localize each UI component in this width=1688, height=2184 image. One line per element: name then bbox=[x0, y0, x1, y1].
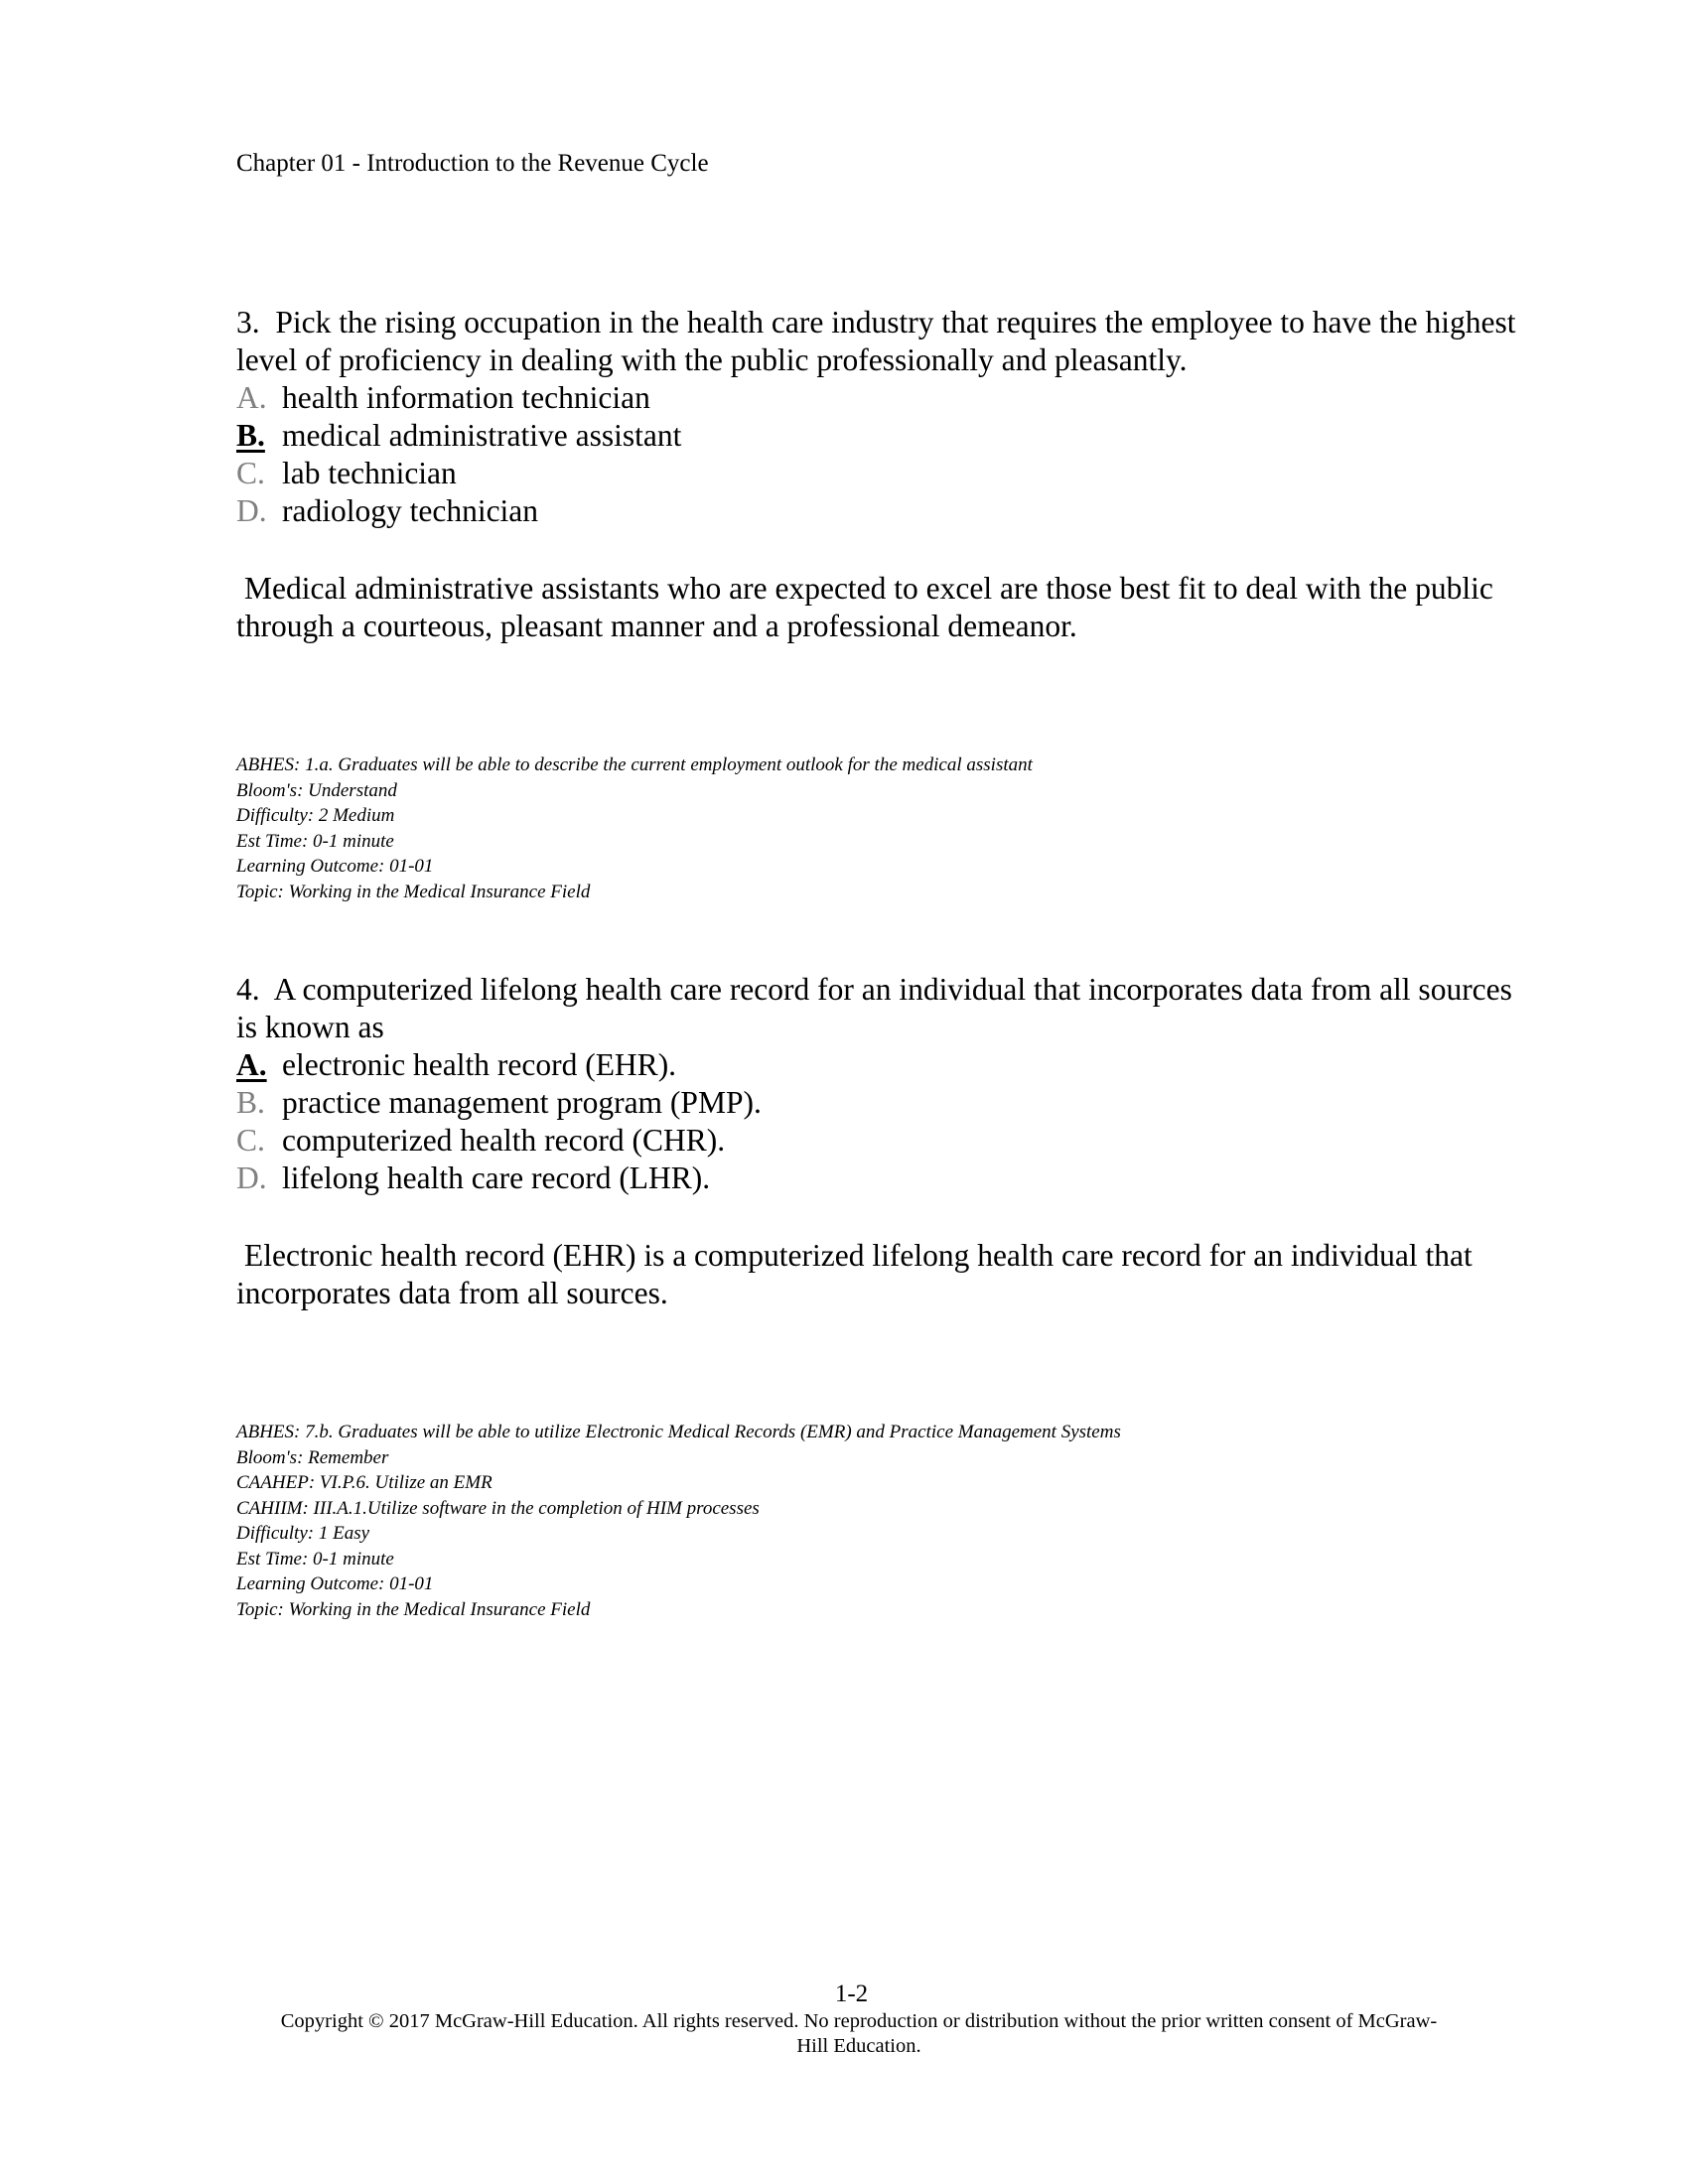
meta-topic: Topic: Working in the Medical Insurance Field bbox=[236, 1598, 591, 1620]
option-text: practice management program (PMP). bbox=[282, 1085, 762, 1120]
meta-blooms: Bloom's: Understand bbox=[236, 779, 397, 801]
meta-blooms: Bloom's: Remember bbox=[236, 1446, 389, 1468]
option-c bbox=[236, 455, 1527, 492]
option-letter: C. bbox=[236, 1123, 265, 1158]
answer-explanation: Electronic health record (EHR) is a computerized lifelong health care record for an individual that incorporates data from all sources. bbox=[236, 1238, 1473, 1310]
meta-abhes: ABHES: 1.a. Graduates will be able to describe the current employment outlook for the medical assistant bbox=[236, 754, 1033, 775]
option-b bbox=[236, 1084, 1527, 1122]
question-stem bbox=[236, 971, 1527, 1046]
option-text: computerized health record (CHR). bbox=[282, 1123, 726, 1158]
option-letter: A. bbox=[236, 380, 267, 415]
question-metadata bbox=[236, 752, 1527, 904]
correct-option-letter: A. bbox=[236, 1047, 267, 1082]
option-letter: D. bbox=[236, 493, 267, 528]
option-text: electronic health record (EHR). bbox=[282, 1047, 677, 1082]
meta-learning-outcome: Learning Outcome: 01-01 bbox=[236, 1573, 434, 1594]
option-b-correct bbox=[236, 417, 1527, 455]
option-text: health information technician bbox=[282, 380, 650, 415]
question-text: A computerized lifelong health care record for an individual that incorporates data from all sources is known as bbox=[236, 972, 1512, 1044]
option-letter: D. bbox=[236, 1160, 267, 1195]
option-text: lifelong health care record (LHR). bbox=[282, 1160, 711, 1195]
option-text: radiology technician bbox=[282, 493, 539, 528]
question-4 bbox=[236, 971, 1527, 1622]
question-number: 4. bbox=[236, 972, 260, 1007]
meta-est-time: Est Time: 0-1 minute bbox=[236, 1548, 394, 1570]
option-text: lab technician bbox=[282, 456, 457, 490]
option-d bbox=[236, 492, 1527, 530]
option-text: medical administrative assistant bbox=[282, 418, 682, 453]
meta-caahep: CAAHEP: VI.P.6. Utilize an EMR bbox=[236, 1472, 492, 1493]
question-metadata bbox=[236, 1420, 1527, 1622]
question-3 bbox=[236, 304, 1527, 904]
meta-difficulty: Difficulty: 1 Easy bbox=[236, 1523, 370, 1544]
meta-cahiim: CAHIIM: III.A.1.Utilize software in the completion of HIM processes bbox=[236, 1497, 760, 1519]
option-a-correct bbox=[236, 1046, 1527, 1084]
meta-topic: Topic: Working in the Medical Insurance Field bbox=[236, 881, 591, 902]
question-text: Pick the rising occupation in the health care industry that requires the employee to have the highest level of proficiency in dealing with the public professionally and pleasantly. bbox=[236, 305, 1516, 377]
meta-difficulty: Difficulty: 2 Medium bbox=[236, 805, 395, 826]
option-d bbox=[236, 1160, 1527, 1197]
option-letter: C. bbox=[236, 456, 265, 490]
question-stem bbox=[236, 304, 1527, 379]
answer-explanation: Medical administrative assistants who are expected to excel are those best fit to deal with the public through a courteous, pleasant manner and a professional demeanor. bbox=[236, 571, 1493, 643]
option-c bbox=[236, 1122, 1527, 1160]
page-number: 1-2 bbox=[834, 1980, 869, 2007]
question-number: 3. bbox=[236, 305, 260, 340]
correct-option-letter: B. bbox=[236, 418, 265, 453]
copyright-notice: Copyright © 2017 McGraw-Hill Education. All rights reserved. No reproduction or distribution without the prior written consent of McGraw-Hill Education. bbox=[280, 2010, 1438, 2057]
chapter-header: Chapter 01 - Introduction to the Revenue Cycle bbox=[236, 150, 709, 177]
option-letter: B. bbox=[236, 1085, 265, 1120]
meta-learning-outcome: Learning Outcome: 01-01 bbox=[236, 856, 434, 877]
option-a bbox=[236, 379, 1527, 417]
meta-abhes: ABHES: 7.b. Graduates will be able to utilize Electronic Medical Records (EMR) and Practice Management Systems bbox=[236, 1422, 1121, 1442]
meta-est-time: Est Time: 0-1 minute bbox=[236, 830, 394, 852]
